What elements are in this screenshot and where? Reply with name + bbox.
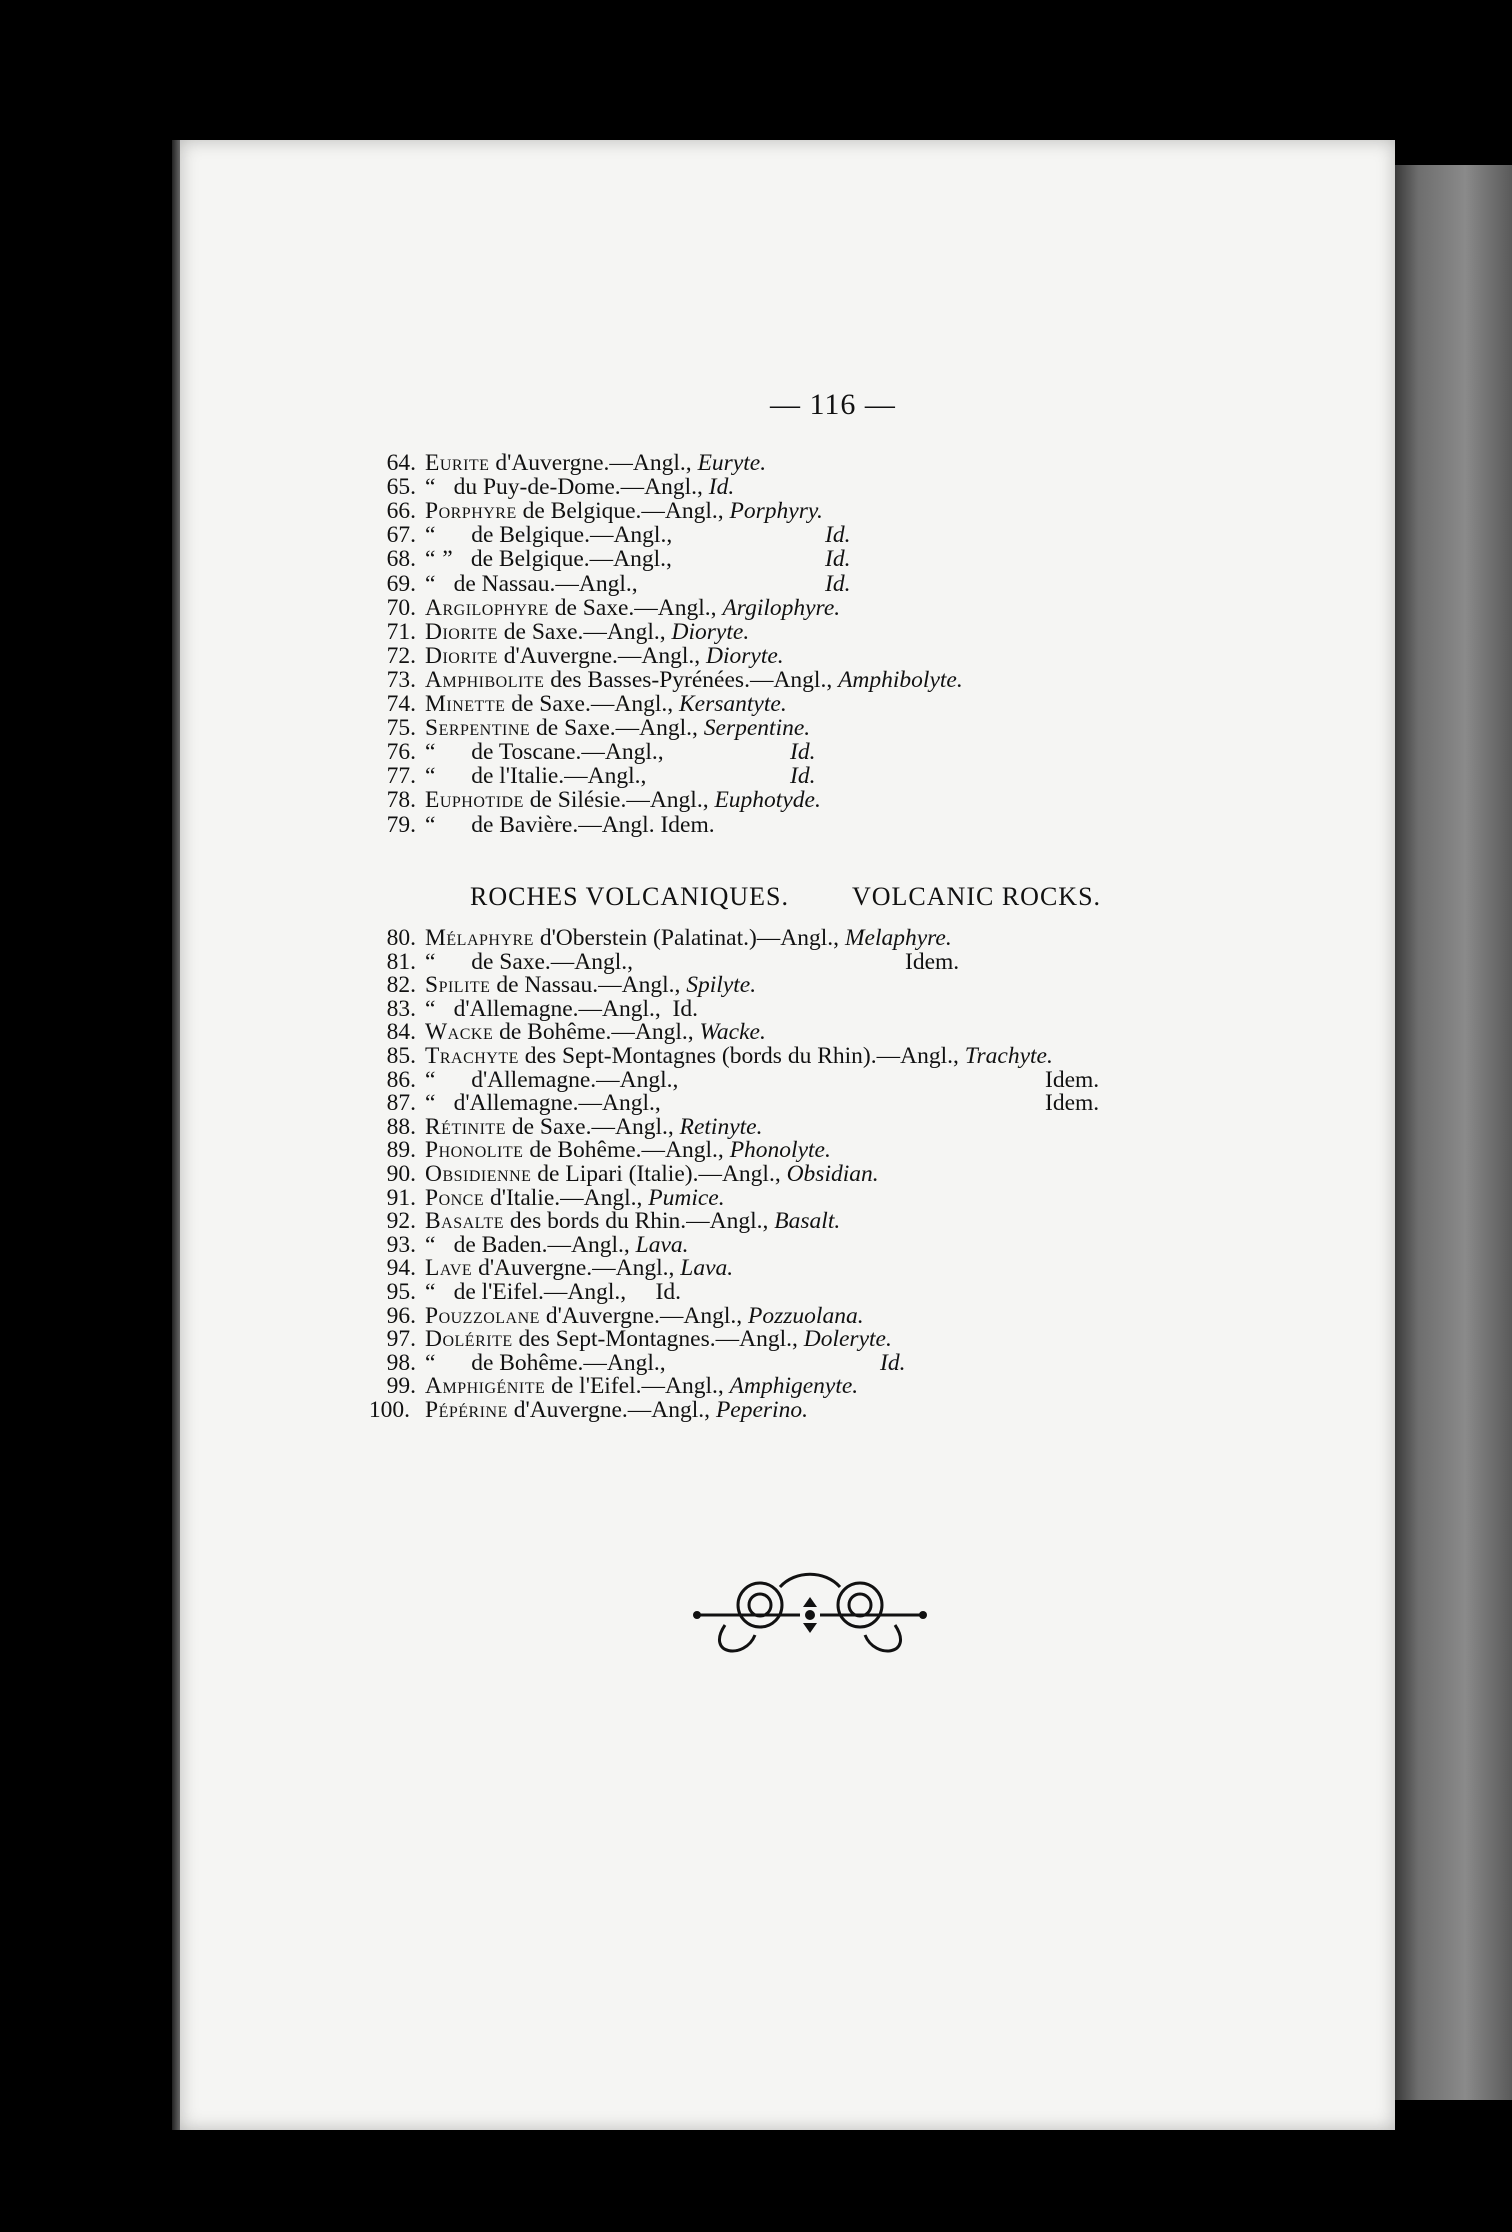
- entry-number: 89.: [386, 1137, 416, 1164]
- rock-locality: des Sept-Montagnes.—Angl.,: [512, 1326, 804, 1353]
- english-name: Id.: [790, 763, 816, 790]
- rock-locality: d'Auvergne.—Angl.,: [497, 642, 706, 669]
- entry-number: 86.: [386, 1066, 416, 1093]
- rock-locality: de Belgique.—Angl.,: [516, 498, 730, 525]
- english-name: Kersantyte.: [679, 691, 787, 717]
- entry-number: 95.: [386, 1279, 416, 1305]
- entry-text: [425, 619, 749, 645]
- english-name: Wacke.: [699, 1019, 766, 1046]
- entry-number: 78.: [386, 787, 416, 814]
- english-name: Amphigenyte.: [729, 1373, 859, 1400]
- entry-text: [425, 787, 821, 813]
- entry-number: 79.: [386, 811, 416, 838]
- rock-locality: de Bohême.—Angl.,: [435, 1349, 666, 1376]
- rock-locality: des Basses-Pyrénées.—Angl.,: [544, 666, 839, 693]
- entry-number: 88.: [386, 1113, 416, 1140]
- entry-text: [425, 1208, 840, 1234]
- rock-locality: de Toscane.—Angl.,: [435, 739, 664, 766]
- rock-locality: de Saxe.—Angl.,: [530, 715, 704, 742]
- entry-text: [425, 949, 633, 975]
- page-number: — 116 —: [770, 388, 896, 421]
- entry-text: [425, 1373, 858, 1399]
- entry-number: 66.: [386, 498, 416, 525]
- english-name: Pumice.: [648, 1184, 725, 1211]
- english-name: Id.: [708, 474, 735, 501]
- entry-number: 85.: [386, 1043, 416, 1069]
- facing-page-edge: [1395, 165, 1512, 2100]
- rock-name: Euphotide: [425, 787, 524, 814]
- entry-number: 75.: [386, 715, 416, 742]
- entry-number: 83.: [386, 995, 416, 1022]
- entry-text: [425, 1232, 689, 1258]
- english-name: Argilophyre.: [722, 594, 841, 621]
- rock-locality: d'Auvergne.—Angl.,: [489, 450, 698, 476]
- rock-locality: d'Oberstein (Palatinat.)—Angl.,: [533, 925, 845, 951]
- entry-number: 93.: [386, 1231, 416, 1258]
- english-name: Id.: [880, 1349, 906, 1376]
- entry-text: [425, 1114, 762, 1140]
- entry-text: [425, 667, 963, 693]
- english-name: Amphibolyte.: [838, 666, 963, 693]
- english-name: Melaphyre.: [844, 925, 952, 951]
- entry-text: [425, 996, 698, 1022]
- rock-name: Serpentine: [425, 715, 531, 742]
- english-name: Idem.: [905, 948, 960, 975]
- rock-locality: de Saxe.—Angl.,: [497, 618, 672, 645]
- entry-number: 71.: [386, 618, 416, 645]
- entry-number: 73.: [386, 666, 416, 693]
- rock-locality: d'Auvergne.—Angl.,: [539, 1302, 749, 1329]
- rock-locality: de Bohême.—Angl.,: [523, 1137, 730, 1164]
- entry-text: [425, 1161, 879, 1187]
- entry-number: 97.: [386, 1326, 416, 1353]
- english-name: Spilyte.: [686, 972, 757, 999]
- rock-name: Obsidienne: [425, 1161, 532, 1187]
- entry-text: [425, 1043, 1053, 1069]
- rock-locality: des Sept-Montagnes (bords du Rhin).—Angl.,: [518, 1043, 965, 1069]
- entry-text: [425, 571, 638, 597]
- rock-name: Phonolite: [425, 1137, 524, 1164]
- rock-name: Lave: [425, 1255, 473, 1282]
- entry-number: 81.: [386, 948, 416, 975]
- rock-name: Rétinite: [425, 1113, 506, 1140]
- english-name: Id.: [825, 570, 851, 597]
- entry-number: 64.: [386, 450, 416, 476]
- rock-locality: de Saxe.—Angl.,: [548, 594, 723, 621]
- entry-number: 94.: [386, 1255, 416, 1282]
- entry-text: [425, 1279, 681, 1305]
- english-name: Dioryte.: [671, 618, 750, 645]
- english-name: Lava.: [680, 1255, 734, 1282]
- rock-locality: de Saxe.—Angl.,: [435, 948, 634, 975]
- rock-name: “: [425, 763, 436, 790]
- rock-locality: de Baden.—Angl.,: [435, 1231, 636, 1258]
- entry-text: [425, 1019, 766, 1045]
- rock-locality: d'Auvergne.—Angl.,: [507, 1397, 716, 1423]
- english-name: Lava.: [635, 1231, 689, 1258]
- entry-number: 72.: [386, 642, 416, 669]
- rock-name: “: [425, 1231, 436, 1258]
- entry-number: 77.: [386, 763, 416, 790]
- rock-name: Eurite: [425, 450, 490, 476]
- entry-number: 96.: [386, 1302, 416, 1329]
- rock-locality: d'Allemagne.—Angl.,: [435, 1066, 679, 1093]
- rock-locality: de l'Eifel.—Angl., Id.: [435, 1279, 682, 1305]
- entry-text: [425, 763, 646, 789]
- rock-name: Wacke: [425, 1019, 494, 1046]
- english-name: Porphyry.: [729, 498, 823, 525]
- entry-text: [425, 498, 823, 524]
- rock-locality: de Bohême.—Angl.,: [493, 1019, 700, 1046]
- rock-name: Pouzzolane: [425, 1302, 540, 1329]
- entry-text: [425, 972, 756, 998]
- rock-name: “: [425, 948, 436, 975]
- entry-number: 98.: [386, 1349, 416, 1376]
- entry-number: 76.: [386, 739, 416, 766]
- section-heading-french: ROCHES VOLCANIQUES.: [470, 882, 789, 911]
- entry-number: 68.: [386, 546, 416, 573]
- rock-name: Ponce: [425, 1184, 485, 1211]
- english-name: Euryte.: [697, 450, 767, 476]
- entry-text: [425, 925, 952, 951]
- rock-name: Basalte: [425, 1208, 505, 1235]
- entry-text: [425, 595, 840, 621]
- english-name: Dioryte.: [706, 642, 784, 669]
- entry-number: 70.: [386, 594, 416, 621]
- rock-locality: de Nassau.—Angl.,: [490, 972, 687, 999]
- entry-number: 84.: [386, 1019, 416, 1046]
- english-name: Id.: [825, 522, 851, 549]
- rock-locality: de Saxe.—Angl.,: [505, 1113, 680, 1140]
- rock-name: Diorite: [425, 642, 498, 669]
- english-name: Pozzuolana.: [748, 1302, 864, 1329]
- rock-name: “: [425, 474, 436, 501]
- entry-text: [425, 1137, 831, 1163]
- entry-number: 90.: [386, 1161, 416, 1187]
- entry-text: [425, 691, 787, 717]
- english-name: Serpentine.: [703, 715, 811, 742]
- rock-locality: de Lipari (Italie).—Angl.,: [531, 1161, 787, 1187]
- rock-name: Trachyte: [425, 1043, 519, 1069]
- entry-number: 82.: [386, 972, 416, 999]
- rock-name: Argilophyre: [425, 594, 549, 621]
- entry-number: 100.: [368, 1397, 410, 1423]
- english-name: Idem.: [1045, 1090, 1100, 1117]
- rock-locality: des bords du Rhin.—Angl.,: [504, 1208, 775, 1235]
- entry-text: [425, 1067, 678, 1093]
- rock-name: “: [425, 1066, 436, 1093]
- entry-number: 74.: [386, 691, 416, 717]
- entry-text: [425, 1397, 808, 1423]
- section-heading-english: VOLCANIC ROCKS.: [852, 882, 1102, 911]
- entry-number: 69.: [386, 570, 416, 597]
- rock-name: Pépérine: [425, 1397, 508, 1423]
- entry-number: 65.: [386, 474, 416, 501]
- english-name: Obsidian.: [786, 1161, 879, 1187]
- rock-name: “: [425, 522, 436, 549]
- entry-number: 91.: [386, 1184, 416, 1211]
- english-name: Id.: [790, 739, 816, 766]
- entry-number: 80.: [386, 925, 416, 951]
- rock-locality: de Silésie.—Angl.,: [523, 787, 715, 814]
- rock-name: “: [425, 1279, 436, 1305]
- rock-locality: d'Allemagne.—Angl., Id.: [435, 995, 698, 1022]
- rock-name: Dolérite: [425, 1326, 513, 1353]
- entry-number: 92.: [386, 1208, 416, 1235]
- entry-text: [425, 522, 672, 548]
- rock-locality: de Saxe.—Angl.,: [505, 691, 679, 717]
- english-name: Phonolyte.: [729, 1137, 831, 1164]
- book-page: [180, 140, 1395, 2130]
- rock-locality: de Belgique.—Angl.,: [453, 546, 672, 573]
- entry-number: 99.: [386, 1373, 416, 1400]
- entry-text: [425, 546, 672, 572]
- entry-text: [425, 450, 766, 476]
- rock-locality: de Belgique.—Angl.,: [435, 522, 673, 549]
- rock-name: “: [425, 1090, 436, 1117]
- english-name: Peperino.: [715, 1397, 808, 1423]
- english-name: Doleryte.: [803, 1326, 892, 1353]
- rock-name: Mélaphyre: [425, 925, 534, 951]
- rock-name: “ ”: [425, 546, 454, 573]
- entry-text: [425, 1185, 725, 1211]
- english-name: Trachyte.: [964, 1043, 1053, 1069]
- entry-text: [425, 1350, 666, 1376]
- scroll-vignette-icon: [685, 1565, 935, 1665]
- english-name: Retinyte.: [679, 1113, 763, 1140]
- rock-name: Minette: [425, 691, 506, 717]
- english-name: Idem.: [1045, 1066, 1100, 1093]
- rock-locality: du Puy-de-Dome.—Angl.,: [435, 474, 709, 501]
- rock-locality: de Nassau.—Angl.,: [435, 570, 638, 597]
- entry-text: [425, 1090, 661, 1116]
- rock-name: “: [425, 1349, 436, 1376]
- rock-name: Amphigénite: [425, 1373, 546, 1400]
- entry-number: 87.: [386, 1090, 416, 1117]
- entry-text: [425, 643, 784, 669]
- rock-locality: d'Italie.—Angl.,: [484, 1184, 649, 1211]
- entry-text: [425, 474, 734, 500]
- entry-text: [425, 715, 810, 741]
- rock-locality: de Bavière.—Angl. Idem.: [435, 811, 715, 838]
- entry-number: 67.: [386, 522, 416, 549]
- entry-text: [425, 1326, 892, 1352]
- rock-locality: de l'Italie.—Angl.,: [435, 763, 647, 790]
- rock-name: Diorite: [425, 618, 498, 645]
- rock-name: Spilite: [425, 972, 491, 999]
- rock-locality: de l'Eifel.—Angl.,: [545, 1373, 730, 1400]
- entry-text: [425, 739, 664, 765]
- entry-text: [425, 1255, 733, 1281]
- english-name: Id.: [825, 546, 851, 573]
- english-name: Basalt.: [774, 1208, 841, 1235]
- rock-name: “: [425, 995, 436, 1022]
- entry-text: [425, 1303, 864, 1329]
- rock-name: “: [425, 739, 436, 766]
- english-name: Euphotyde.: [714, 787, 821, 814]
- rock-name: Amphibolite: [425, 666, 545, 693]
- rock-name: “: [425, 570, 436, 597]
- rock-locality: d'Auvergne.—Angl.,: [472, 1255, 681, 1282]
- rock-locality: d'Allemagne.—Angl.,: [435, 1090, 661, 1117]
- rock-name: “: [425, 811, 436, 838]
- rock-name: Porphyre: [425, 498, 517, 525]
- entry-text: [425, 812, 715, 838]
